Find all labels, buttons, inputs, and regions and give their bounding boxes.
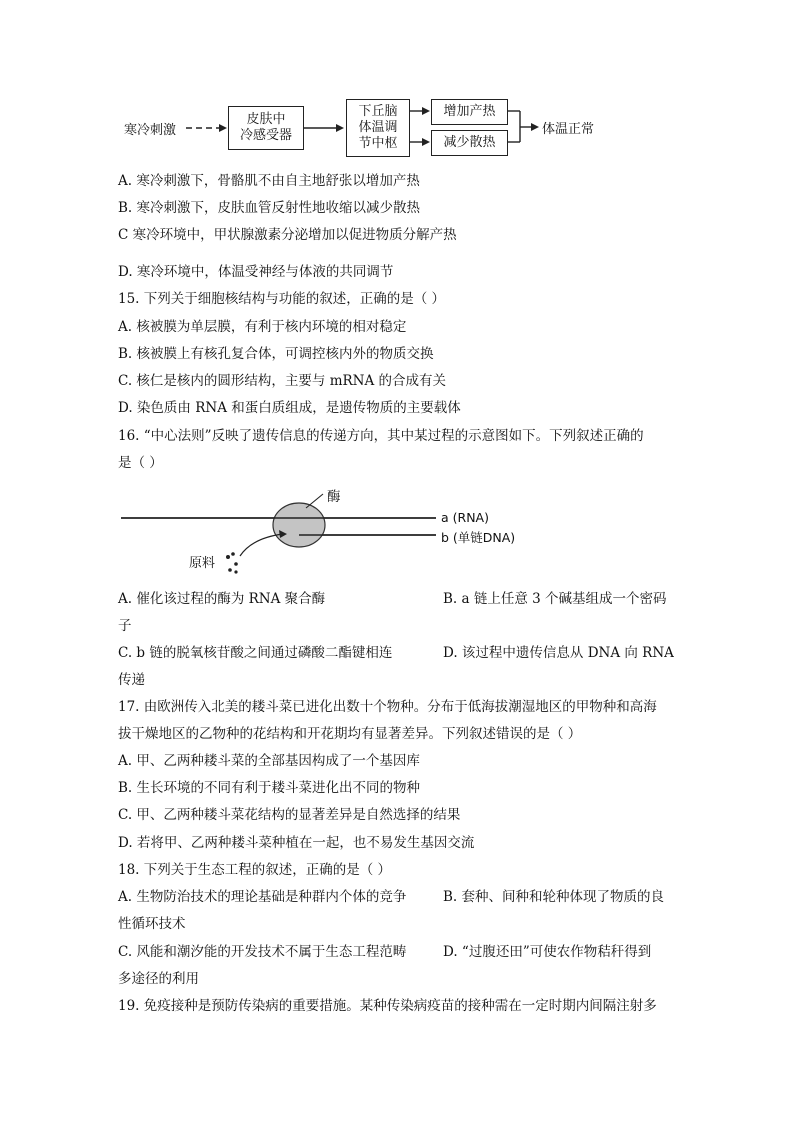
q15-stem: 15. 下列关于细胞核结构与功能的叙述，正确的是（ ） [118, 291, 446, 307]
hypothalamus-box [346, 99, 410, 157]
q18-option-d-line2: 多途径的利用 [118, 971, 199, 987]
q16-option-d-line2: 传递 [118, 672, 145, 688]
q18-option-b-line1: B. 套种、间种和轮种体现了物质的良 [443, 889, 665, 905]
receptor-line1: 皮肤中 [246, 112, 286, 127]
q19-stem: 19. 免疫接种是预防传染病的重要措施。某种传染病疫苗的接种需在一定时期内间隔注射多 [118, 998, 657, 1014]
nucleotide-dot [234, 562, 238, 566]
raw-material-label: 原料 [189, 556, 216, 571]
q16-option-c: C. b 链的脱氧核苷酸之间通过磷酸二酯键相连 [118, 645, 393, 661]
material-curve-arrow [240, 534, 283, 556]
q17-stem-line1: 17. 由欧洲传入北美的耧斗菜已进化出数十个物种。分布于低海拔潮湿地区的甲物种和高海 [118, 699, 657, 715]
q15-option-c: C. 核仁是核内的圆形结构，主要与 mRNA 的合成有关 [118, 373, 447, 389]
q18-option-b-line2: 性循环技术 [118, 916, 186, 932]
q17-option-d: D. 若将甲、乙两种耧斗菜种植在一起，也不易发生基因交流 [118, 835, 475, 851]
q18-stem: 18. 下列关于生态工程的叙述，正确的是（ ） [118, 862, 392, 878]
q17-stem-line2: 拔干燥地区的乙物种的花结构和开花期均有显著差异。下列叙述错误的是（ ） [118, 726, 582, 742]
q16-stem-line2: 是（ ） [118, 455, 163, 471]
result-label: 体温正常 [542, 122, 595, 137]
q18-option-c: C. 风能和潮汐能的开发技术不属于生态工程范畴 [118, 944, 407, 960]
q14-option-c: C 寒冷环境中，甲状腺激素分泌增加以促进物质分解产热 [118, 227, 457, 243]
center-line2: 体温调 [358, 120, 398, 135]
q15-option-a: A. 核被膜为单层膜，有利于核内环境的相对稳定 [118, 319, 407, 335]
q16-stem-line1: 16. “中心法则”反映了遗传信息的传递方向，其中某过程的示意图如下。下列叙述正确的 [118, 428, 644, 444]
increase-heat-box: 增加产热 [431, 99, 508, 125]
q14-option-d: D. 寒冷环境中，体温受神经与体液的共同调节 [118, 264, 394, 280]
q14-option-a: A. 寒冷刺激下，骨骼肌不由自主地舒张以增加产热 [118, 173, 420, 189]
q15-option-b: B. 核被膜上有核孔复合体，可调控核内外的物质交换 [118, 346, 434, 362]
stimulus-label: 寒冷刺激 [124, 123, 177, 138]
label-b-dna: b (单链DNA) [441, 530, 516, 545]
transcription-figure [0, 480, 794, 580]
q16-option-d-line1: D. 该过程中遗传信息从 DNA 向 RNA [443, 645, 674, 661]
nucleotide-dot [228, 568, 232, 572]
reduce-heat-loss-box: 减少散热 [431, 130, 508, 156]
enzyme-ellipse [273, 503, 325, 547]
nucleotide-dot [231, 552, 235, 556]
nucleotide-dot [226, 555, 230, 559]
q16-option-a: A. 催化该过程的酶为 RNA 聚合酶 [118, 591, 326, 607]
q14-option-b: B. 寒冷刺激下，皮肤血管反射性地收缩以减少散热 [118, 200, 421, 216]
q15-option-d: D. 染色质由 RNA 和蛋白质组成，是遗传物质的主要载体 [118, 400, 461, 416]
q17-option-a: A. 甲、乙两种耧斗菜的全部基因构成了一个基因库 [118, 753, 420, 769]
enzyme-label: 酶 [327, 489, 341, 505]
nucleotide-dot [234, 570, 237, 573]
q16-option-b-line2: 子 [118, 618, 132, 634]
q17-option-c: C. 甲、乙两种耧斗菜花结构的显著差异是自然选择的结果 [118, 807, 461, 823]
receptor-line2: 冷感受器 [239, 128, 292, 143]
dashed-arrow-head [219, 124, 227, 132]
q17-option-b: B. 生长环境的不同有利于耧斗菜进化出不同的物种 [118, 780, 421, 796]
receptor-box [228, 106, 304, 150]
q18-option-a: A. 生物防治技术的理论基础是种群内个体的竞争 [118, 889, 407, 905]
center-line1: 下丘脑 [358, 104, 398, 119]
enzyme-pointer [306, 494, 323, 508]
q18-option-d-line1: D. “过腹还田”可使农作物秸秆得到 [443, 944, 652, 960]
label-a-rna: a (RNA) [441, 510, 489, 525]
center-line3: 节中枢 [358, 136, 398, 151]
q16-option-b-line1: B. a 链上任意 3 个碱基组成一个密码 [443, 591, 667, 607]
